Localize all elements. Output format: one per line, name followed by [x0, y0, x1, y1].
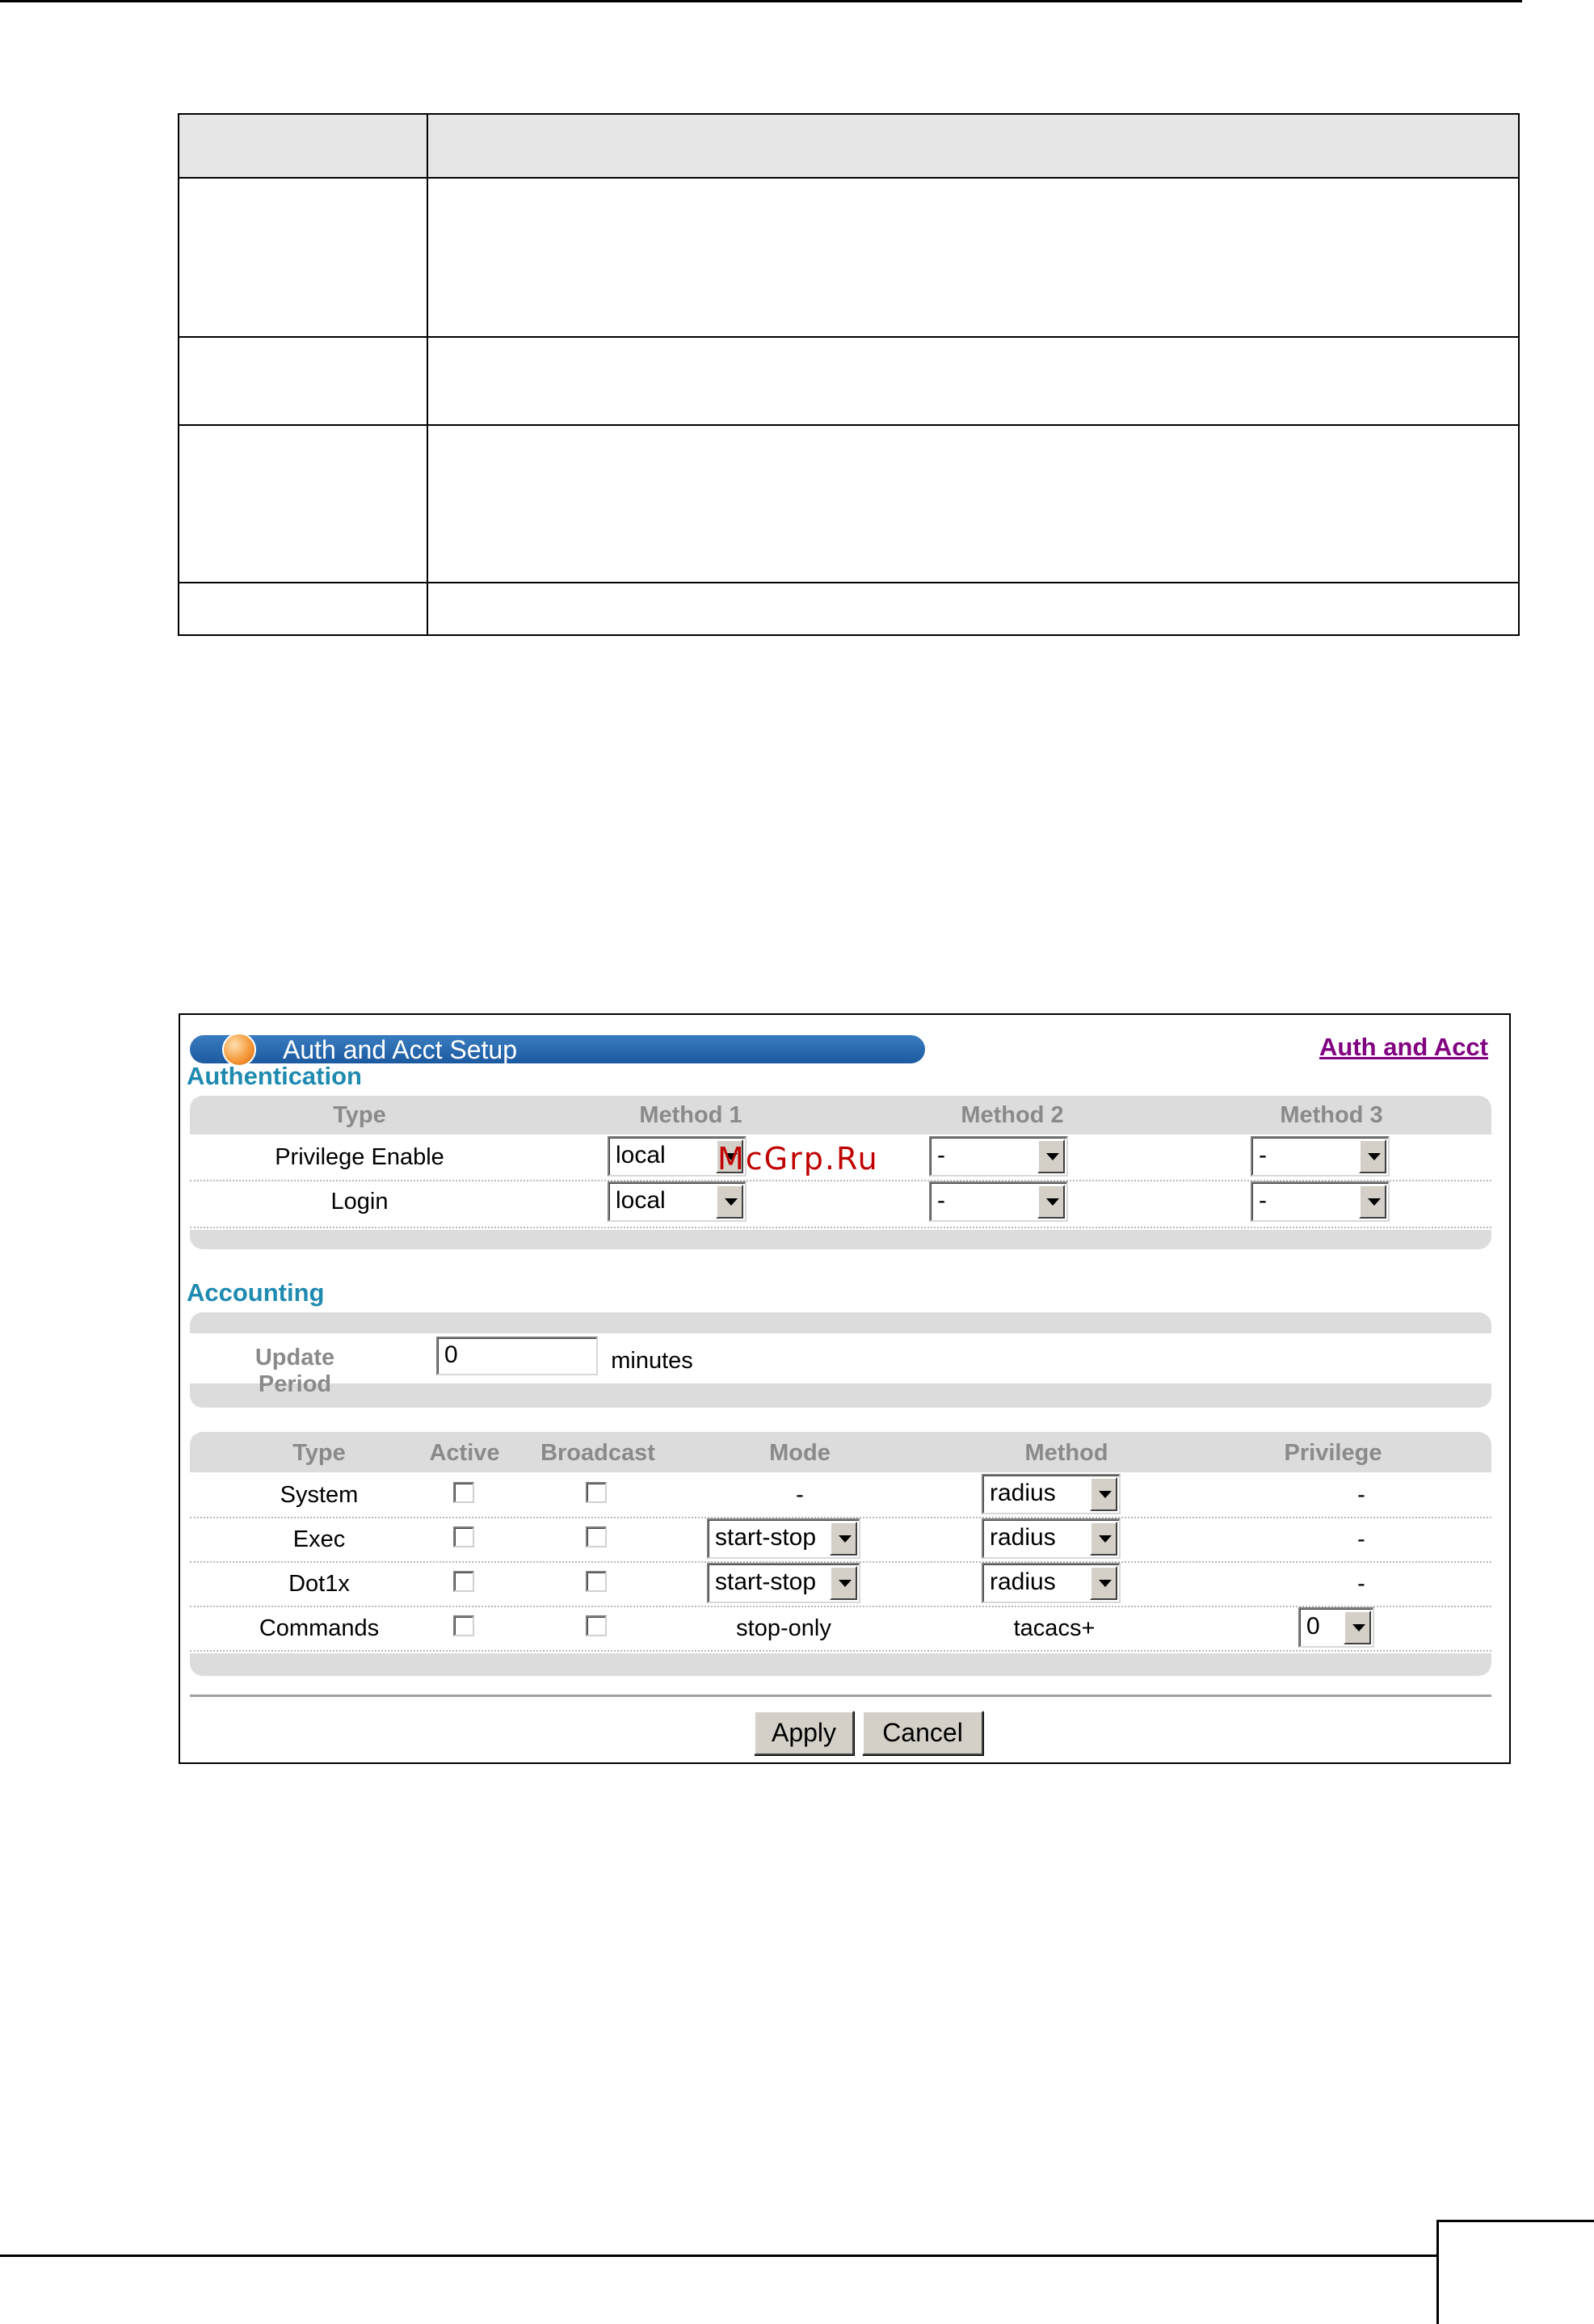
method-select[interactable]: radius — [982, 1563, 1121, 1603]
chevron-down-icon[interactable] — [830, 1566, 857, 1600]
mode-text: - — [796, 1482, 804, 1508]
privilege-select[interactable]: 0 — [1298, 1607, 1374, 1648]
table-row — [179, 178, 1519, 337]
reference-table — [178, 113, 1520, 636]
chevron-down-icon[interactable] — [830, 1522, 857, 1556]
broadcast-checkbox[interactable] — [586, 1615, 607, 1636]
method3-select[interactable]: - — [1251, 1181, 1390, 1222]
active-checkbox[interactable] — [453, 1615, 474, 1636]
auth-and-acct-link[interactable]: Auth and Acct — [1319, 1033, 1488, 1061]
method1-select[interactable]: local — [608, 1181, 747, 1222]
chevron-down-icon[interactable] — [1037, 1185, 1065, 1219]
method2-select[interactable]: - — [929, 1181, 1068, 1222]
col-type: Type — [333, 1102, 386, 1128]
broadcast-checkbox[interactable] — [586, 1482, 607, 1503]
active-checkbox[interactable] — [453, 1571, 474, 1592]
cancel-button[interactable]: Cancel — [862, 1711, 983, 1755]
chevron-down-icon[interactable] — [1344, 1610, 1371, 1644]
col-type: Type — [292, 1440, 346, 1466]
table-row — [179, 425, 1519, 583]
auth-row-type: Privilege Enable — [275, 1144, 444, 1170]
update-period-input[interactable]: 0 — [436, 1337, 598, 1375]
mode-select[interactable]: start-stop — [707, 1563, 860, 1603]
divider — [190, 1695, 1491, 1697]
mode-select[interactable]: start-stop — [707, 1518, 860, 1559]
acct-row-type: Commands — [259, 1615, 380, 1641]
col-method1: Method 1 — [639, 1102, 742, 1128]
method-select[interactable]: radius — [982, 1474, 1121, 1514]
privilege-text: - — [1357, 1526, 1365, 1552]
method2-select[interactable]: - — [929, 1136, 1068, 1177]
table-header-row — [179, 114, 1519, 178]
acct-row-type: Dot1x — [288, 1571, 350, 1597]
table-row — [179, 337, 1519, 425]
acct-row-type: System — [280, 1482, 359, 1508]
page-number-box — [1436, 2220, 1594, 2324]
table-row — [179, 583, 1519, 635]
col-method: Method — [1024, 1440, 1108, 1466]
broadcast-checkbox[interactable] — [586, 1526, 607, 1547]
authentication-heading: Authentication — [187, 1062, 362, 1090]
chevron-down-icon[interactable] — [1037, 1139, 1065, 1173]
chevron-down-icon[interactable] — [1359, 1139, 1386, 1173]
method-text: tacacs+ — [1013, 1615, 1096, 1641]
col-active: Active — [429, 1440, 500, 1466]
mode-text: stop-only — [736, 1615, 831, 1641]
accounting-table — [190, 1432, 1491, 1676]
update-period-label: Update Period — [254, 1345, 335, 1397]
auth-row-type: Login — [330, 1189, 389, 1215]
col-privilege: Privilege — [1284, 1440, 1382, 1466]
update-period-unit: minutes — [611, 1348, 693, 1374]
acct-row-type: Exec — [292, 1526, 346, 1552]
auth-acct-setup-panel — [179, 1013, 1511, 1764]
active-checkbox[interactable] — [453, 1526, 474, 1547]
top-rule — [0, 0, 1522, 2]
chevron-down-icon[interactable] — [1090, 1522, 1117, 1556]
privilege-text: - — [1357, 1571, 1365, 1597]
col-mode: Mode — [769, 1440, 831, 1466]
method1-select[interactable]: local — [608, 1136, 747, 1177]
method-select[interactable]: radius — [982, 1518, 1121, 1559]
col-broadcast: Broadcast — [540, 1440, 655, 1466]
chevron-down-icon[interactable] — [1359, 1185, 1386, 1219]
page-title: Auth and Acct Setup — [283, 1035, 517, 1064]
title-bar — [190, 1035, 925, 1063]
chevron-down-icon[interactable] — [716, 1185, 743, 1219]
update-period-box — [190, 1312, 1491, 1408]
col-method3: Method 3 — [1280, 1102, 1383, 1128]
col-method2: Method 2 — [961, 1102, 1064, 1128]
bottom-rule — [0, 2255, 1438, 2257]
chevron-down-icon[interactable] — [1090, 1566, 1117, 1600]
watermark: McGrp.Ru — [717, 1141, 879, 1177]
privilege-text: - — [1357, 1482, 1365, 1508]
broadcast-checkbox[interactable] — [586, 1571, 607, 1592]
active-checkbox[interactable] — [453, 1482, 474, 1503]
apply-button[interactable]: Apply — [754, 1711, 854, 1755]
accounting-heading: Accounting — [187, 1278, 325, 1307]
chevron-down-icon[interactable] — [1090, 1477, 1117, 1511]
method3-select[interactable]: - — [1251, 1136, 1390, 1177]
